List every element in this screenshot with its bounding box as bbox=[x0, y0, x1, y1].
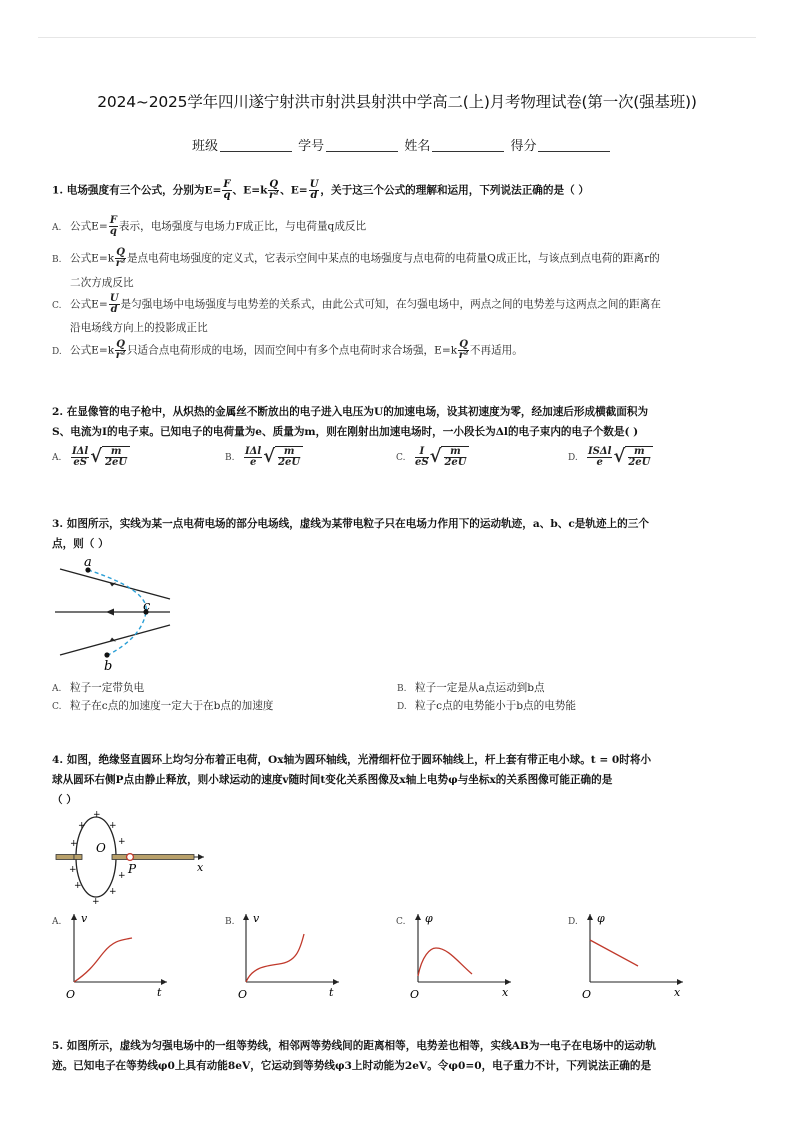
formula-U-over-d bbox=[309, 180, 320, 201]
option-letter: C. bbox=[52, 300, 62, 311]
y-label: v bbox=[253, 912, 260, 925]
origin-label: O bbox=[410, 988, 420, 1001]
label-a: a bbox=[84, 555, 92, 570]
frac-den: q bbox=[109, 226, 117, 237]
label-O: O bbox=[96, 841, 106, 855]
q4-stem-line2: 球从圆环右侧P点由静止释放，则小球运动的速度v随时间t变化关系图像及x轴上电势φ与坐标x的关系图像可能正确的是 bbox=[52, 774, 613, 786]
option-letter: D. bbox=[568, 453, 578, 463]
option-text: 公式E=k bbox=[70, 252, 115, 265]
formula-Q-over-r2 bbox=[115, 340, 126, 361]
sqrt-icon: √ bbox=[263, 446, 276, 467]
x-label: t bbox=[329, 986, 334, 999]
option-letter: A. bbox=[52, 222, 62, 233]
number-label: 学号 bbox=[298, 139, 325, 154]
label-P: P bbox=[128, 862, 137, 876]
page-title: 2024~2025学年四川遂宁射洪市射洪县射洪中学高二(上)月考物理试卷(第一次(强基班)) bbox=[97, 93, 697, 111]
option-text: 表示，电场强度与电场力F成正比，与电荷量q成反比 bbox=[118, 220, 367, 233]
header-rule bbox=[38, 37, 756, 38]
frac-num: U bbox=[109, 293, 119, 304]
frac-num: m bbox=[444, 447, 466, 458]
formula-fraction bbox=[415, 447, 429, 468]
question-3-stem bbox=[52, 514, 742, 554]
frac-num: IΔl bbox=[72, 445, 89, 457]
frac-num: IΔl bbox=[245, 445, 262, 457]
frac-den: r² bbox=[115, 258, 126, 269]
q2-stem-line1: 2. 在显像管的电子枪中，从炽热的金属丝不断放出的电子进入电压为U的加速电场，设其初速度为零，经加速后形成横截面积为 bbox=[52, 406, 649, 418]
label-b: b bbox=[104, 659, 113, 673]
frac-den: e bbox=[249, 456, 257, 468]
frac-den: r² bbox=[268, 190, 279, 201]
class-blank[interactable] bbox=[220, 151, 292, 152]
option-letter: C. bbox=[396, 917, 406, 927]
question-1-stem bbox=[52, 180, 742, 201]
option-text: 公式E= bbox=[70, 298, 108, 311]
score-blank[interactable] bbox=[538, 151, 610, 152]
q1-stem-text-b: 、E=k bbox=[232, 184, 268, 197]
y-axis-arrow-icon bbox=[71, 914, 77, 920]
curve-v-t bbox=[74, 938, 132, 982]
q3-option-c[interactable] bbox=[52, 699, 273, 714]
option-letter: B. bbox=[397, 684, 407, 694]
option-text: 公式E= bbox=[70, 220, 108, 233]
origin-label: O bbox=[66, 988, 76, 1001]
q2-stem-line2: S、电流为I的电子束。已知电子的电荷量为e、质量为m，则在刚射出加速电场时，一小段长为Δl的电子束内的电子个数是( ) bbox=[52, 426, 639, 438]
frac-num: I bbox=[415, 447, 429, 458]
frac-den: r² bbox=[458, 350, 469, 361]
sqrt-icon: √ bbox=[90, 446, 103, 467]
frac-num: m bbox=[628, 447, 650, 458]
plus-charge: + bbox=[74, 881, 82, 891]
frac-num: F bbox=[109, 215, 117, 226]
formula-Q-over-r2 bbox=[458, 340, 469, 361]
q3-stem-line1: 3. 如图所示，实线为某一点电荷电场的部分电场线，虚线为某带电粒子只在电场力作用下的运动轨迹，a、b、c是轨迹上的三个 bbox=[52, 518, 649, 530]
formula-sqrt bbox=[263, 446, 303, 468]
q4-graph-d[interactable] bbox=[578, 910, 688, 1002]
q4-stem-line1: 4. 如图，绝缘竖直圆环上均匀分布着正电荷，Ox轴为圆环轴线，光滑细杆位于圆环轴线上，杆上套有带正电小球。t = 0时将小 bbox=[52, 754, 652, 766]
sqrt-icon: √ bbox=[429, 446, 442, 467]
option-text: 粒子在c点的加速度一定大于在b点的加速度 bbox=[70, 700, 274, 712]
q3-field-diagram bbox=[50, 555, 180, 673]
origin-label: O bbox=[238, 988, 248, 1001]
x-axis-arrow-icon bbox=[333, 979, 339, 985]
option-letter: B. bbox=[225, 917, 235, 927]
option-letter: A. bbox=[52, 684, 62, 694]
q1-option-b-line2: 二次方成反比 bbox=[70, 277, 134, 289]
curve-phi-x bbox=[418, 948, 472, 976]
formula-Q-over-r2 bbox=[115, 248, 126, 269]
ball-p bbox=[127, 854, 134, 861]
option-text: 粒子一定是从a点运动到b点 bbox=[415, 682, 545, 694]
question-4-stem bbox=[52, 750, 742, 810]
formula-F-over-q bbox=[222, 180, 231, 201]
number-blank[interactable] bbox=[326, 151, 398, 152]
student-info-line bbox=[192, 135, 612, 154]
x-axis-arrow-icon bbox=[677, 979, 683, 985]
q5-stem-line1: 5. 如图所示，虚线为匀强电场中的一组等势线，相邻两等势线间的距离相等，电势差也相等，实线AB为一电子在电场中的运动轨 bbox=[52, 1040, 656, 1052]
plus-charge: + bbox=[118, 871, 126, 881]
q1-option-c[interactable] bbox=[52, 294, 752, 315]
x-label: t bbox=[157, 986, 162, 999]
plus-charge: + bbox=[118, 837, 126, 847]
question-2-stem bbox=[52, 402, 742, 442]
origin-label: O bbox=[582, 988, 592, 1001]
formula-sqrt bbox=[90, 446, 130, 468]
q1-stem-text-a: 1. 电场强度有三个公式，分别为E= bbox=[52, 184, 222, 197]
option-letter: B. bbox=[52, 254, 62, 265]
score-label: 得分 bbox=[510, 139, 537, 154]
plus-charge: + bbox=[69, 865, 77, 875]
class-label: 班级 bbox=[192, 139, 219, 154]
option-letter: C. bbox=[52, 702, 62, 712]
frac-den: d bbox=[310, 190, 318, 201]
frac-num: Q bbox=[269, 179, 279, 190]
axis-arrow-icon bbox=[198, 854, 204, 860]
frac-num: F bbox=[223, 179, 231, 190]
frac-den: 2eU bbox=[278, 457, 301, 468]
frac-den: e bbox=[596, 456, 603, 468]
formula-Q-over-r2 bbox=[268, 180, 279, 201]
field-line-top bbox=[60, 569, 170, 599]
formula-fraction bbox=[244, 447, 262, 468]
question-5-stem bbox=[52, 1036, 742, 1076]
label-x: x bbox=[197, 861, 204, 874]
q3-option-d[interactable] bbox=[397, 699, 576, 714]
frac-num: Q bbox=[116, 247, 125, 258]
option-letter: D. bbox=[568, 917, 578, 927]
option-letter: D. bbox=[52, 346, 62, 357]
point-b bbox=[104, 652, 109, 657]
option-text: 是匀强电场中电场强度与电势差的关系式，由此公式可知，在匀强电场中，两点之间的电势差与这两点之间的距离在 bbox=[120, 298, 661, 311]
q3-stem-line2: 点，则（ ） bbox=[52, 538, 109, 550]
name-blank[interactable] bbox=[432, 151, 504, 152]
frac-den: 2eU bbox=[628, 457, 651, 468]
frac-num: m bbox=[278, 447, 300, 458]
plus-charge: + bbox=[93, 810, 101, 820]
y-axis-arrow-icon bbox=[587, 914, 593, 920]
y-axis-arrow-icon bbox=[415, 914, 421, 920]
y-label: φ bbox=[597, 912, 605, 925]
option-letter: A. bbox=[52, 453, 62, 463]
y-label: v bbox=[81, 912, 88, 925]
formula-U-over-d bbox=[109, 294, 120, 315]
frac-den: 2eU bbox=[105, 457, 128, 468]
x-label: x bbox=[674, 986, 681, 999]
q4-ring-diagram bbox=[52, 808, 212, 906]
q2-option-b[interactable] bbox=[225, 446, 303, 468]
q1-option-c-line2: 沿电场线方向上的投影成正比 bbox=[70, 322, 208, 334]
q1-stem-text-c: 、E= bbox=[280, 184, 308, 197]
frac-den: eS bbox=[415, 456, 429, 468]
frac-den: 2eU bbox=[444, 457, 467, 468]
plus-charge: + bbox=[70, 839, 78, 849]
formula-F-over-q bbox=[109, 216, 118, 237]
q1-option-d[interactable] bbox=[52, 340, 523, 361]
frac-num: m bbox=[105, 447, 127, 458]
x-label: x bbox=[502, 986, 509, 999]
q4-graph-c[interactable] bbox=[406, 910, 516, 1002]
plus-charge: + bbox=[109, 887, 117, 897]
q3-option-a[interactable] bbox=[52, 681, 144, 696]
x-axis-arrow-icon bbox=[161, 979, 167, 985]
option-text: 是点电荷电场强度的定义式，它表示空间中某点的电场强度与点电荷的电荷量Q成正比，与该点到点电荷的距离r的 bbox=[126, 252, 660, 265]
q4-graph-a[interactable] bbox=[62, 910, 172, 1002]
option-text: 不再适用。 bbox=[469, 344, 523, 357]
frac-den: q bbox=[223, 190, 231, 201]
q2-option-d[interactable] bbox=[568, 446, 653, 468]
option-text: 公式E=k bbox=[70, 344, 115, 357]
rod-left bbox=[56, 855, 74, 860]
y-axis-arrow-icon bbox=[243, 914, 249, 920]
curve-v-t bbox=[246, 934, 304, 982]
option-letter: B. bbox=[225, 453, 235, 463]
plus-charge: + bbox=[109, 821, 117, 831]
formula-sqrt bbox=[613, 446, 653, 468]
sqrt-icon: √ bbox=[613, 446, 626, 467]
x-axis-arrow-icon bbox=[505, 979, 511, 985]
q5-stem-line2: 迹。已知电子在等势线φ0上具有动能8eV，它运动到等势线φ3上时动能为2eV。令φ0=0，电子重力不计，下列说法正确的是 bbox=[52, 1060, 652, 1072]
option-text: 粒子一定带负电 bbox=[70, 682, 145, 694]
rod-inside bbox=[74, 855, 82, 860]
q1-stem-text-d: ，关于这三个公式的理解和运用，下列说法正确的是（ ） bbox=[320, 184, 589, 197]
option-letter: A. bbox=[52, 917, 62, 927]
q4-graph-b[interactable] bbox=[234, 910, 344, 1002]
q1-option-a[interactable] bbox=[52, 216, 366, 237]
q4-stem-line3: （ ） bbox=[52, 794, 77, 806]
option-letter: D. bbox=[397, 702, 407, 712]
frac-num: ISΔl bbox=[588, 445, 612, 457]
rod-right bbox=[112, 855, 194, 860]
formula-fraction bbox=[71, 447, 89, 468]
option-text: 只适合点电荷形成的电场，因而空间中有多个点电荷时求合场强，E=k bbox=[126, 344, 458, 357]
formula-fraction bbox=[587, 447, 612, 468]
y-label: φ bbox=[425, 912, 433, 925]
q3-option-b[interactable] bbox=[397, 681, 545, 696]
frac-num: U bbox=[309, 179, 319, 190]
q2-option-c[interactable] bbox=[396, 446, 469, 468]
frac-den: eS bbox=[73, 456, 87, 468]
frac-num: Q bbox=[459, 339, 468, 350]
label-c: c bbox=[143, 599, 151, 614]
curve-phi-x bbox=[590, 940, 638, 966]
option-text: 粒子c点的电势能小于b点的电势能 bbox=[415, 700, 577, 712]
plus-charge: + bbox=[78, 821, 86, 831]
formula-sqrt bbox=[430, 446, 470, 468]
plus-charge: + bbox=[92, 897, 100, 906]
frac-den: d bbox=[110, 304, 118, 315]
q1-option-b[interactable] bbox=[52, 248, 752, 269]
q2-option-a[interactable] bbox=[52, 446, 130, 468]
frac-num: Q bbox=[116, 339, 125, 350]
option-letter: C. bbox=[396, 453, 406, 463]
arrow-middle bbox=[106, 609, 114, 616]
name-label: 姓名 bbox=[404, 139, 431, 154]
frac-den: r² bbox=[115, 350, 126, 361]
